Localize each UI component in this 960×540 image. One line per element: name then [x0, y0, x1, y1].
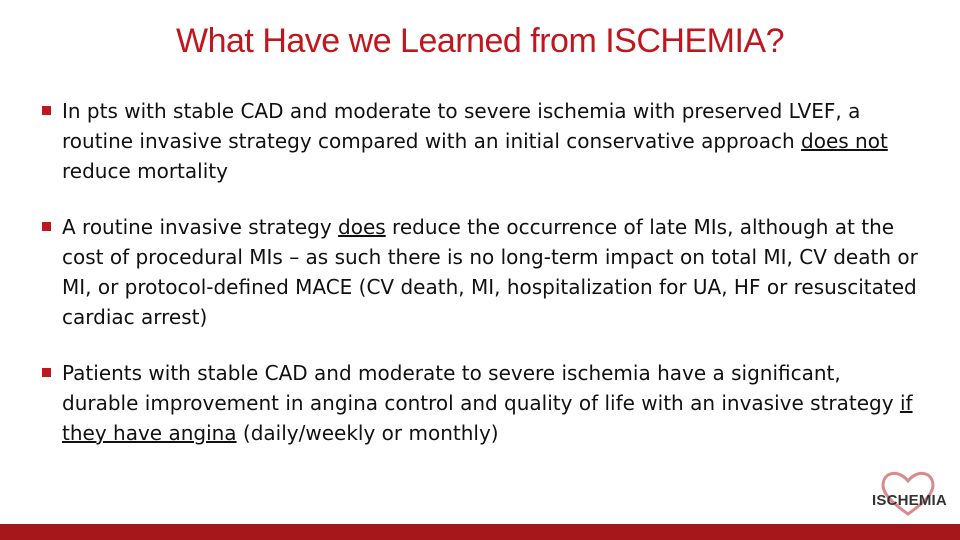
square-bullet-icon	[42, 222, 51, 231]
footer-bar	[0, 524, 960, 540]
bullet-text: Patients with stable CAD and moderate to severe ischemia have a significant, durable improvement in angina control and quality of life with an invasive strategy	[62, 361, 900, 415]
bullet-emphasis: if they have angina	[62, 391, 913, 445]
bullet-item	[42, 358, 922, 448]
ischemia-logo	[862, 466, 958, 522]
bullet-item	[42, 96, 922, 186]
bullet-text: reduce mortality	[62, 159, 228, 183]
square-bullet-icon	[42, 368, 51, 377]
square-bullet-icon	[42, 106, 51, 115]
bullet-emphasis: does not	[801, 129, 888, 153]
logo-text: ISCHEMIA	[872, 492, 947, 509]
slide-title: What Have we Learned from ISCHEMIA?	[176, 22, 784, 60]
bullet-text: In pts with stable CAD and moderate to severe ischemia with preserved LVEF, a routine invasive strategy compared with an initial conservative approach	[62, 99, 861, 153]
bullet-item	[42, 212, 922, 332]
bullet-text: reduce the occurrence of late MIs, although at the cost of procedural MIs – as such there is no long-term impact on total MI, CV death or MI, or protocol-defined MACE (CV death, MI, hospitalization for UA, HF or resuscitated cardiac arrest)	[62, 215, 918, 329]
bullet-text: A routine invasive strategy	[62, 215, 339, 239]
bullet-emphasis: does	[338, 215, 386, 239]
bullet-list	[42, 96, 922, 474]
bullet-text: (daily/weekly or monthly)	[236, 421, 499, 445]
